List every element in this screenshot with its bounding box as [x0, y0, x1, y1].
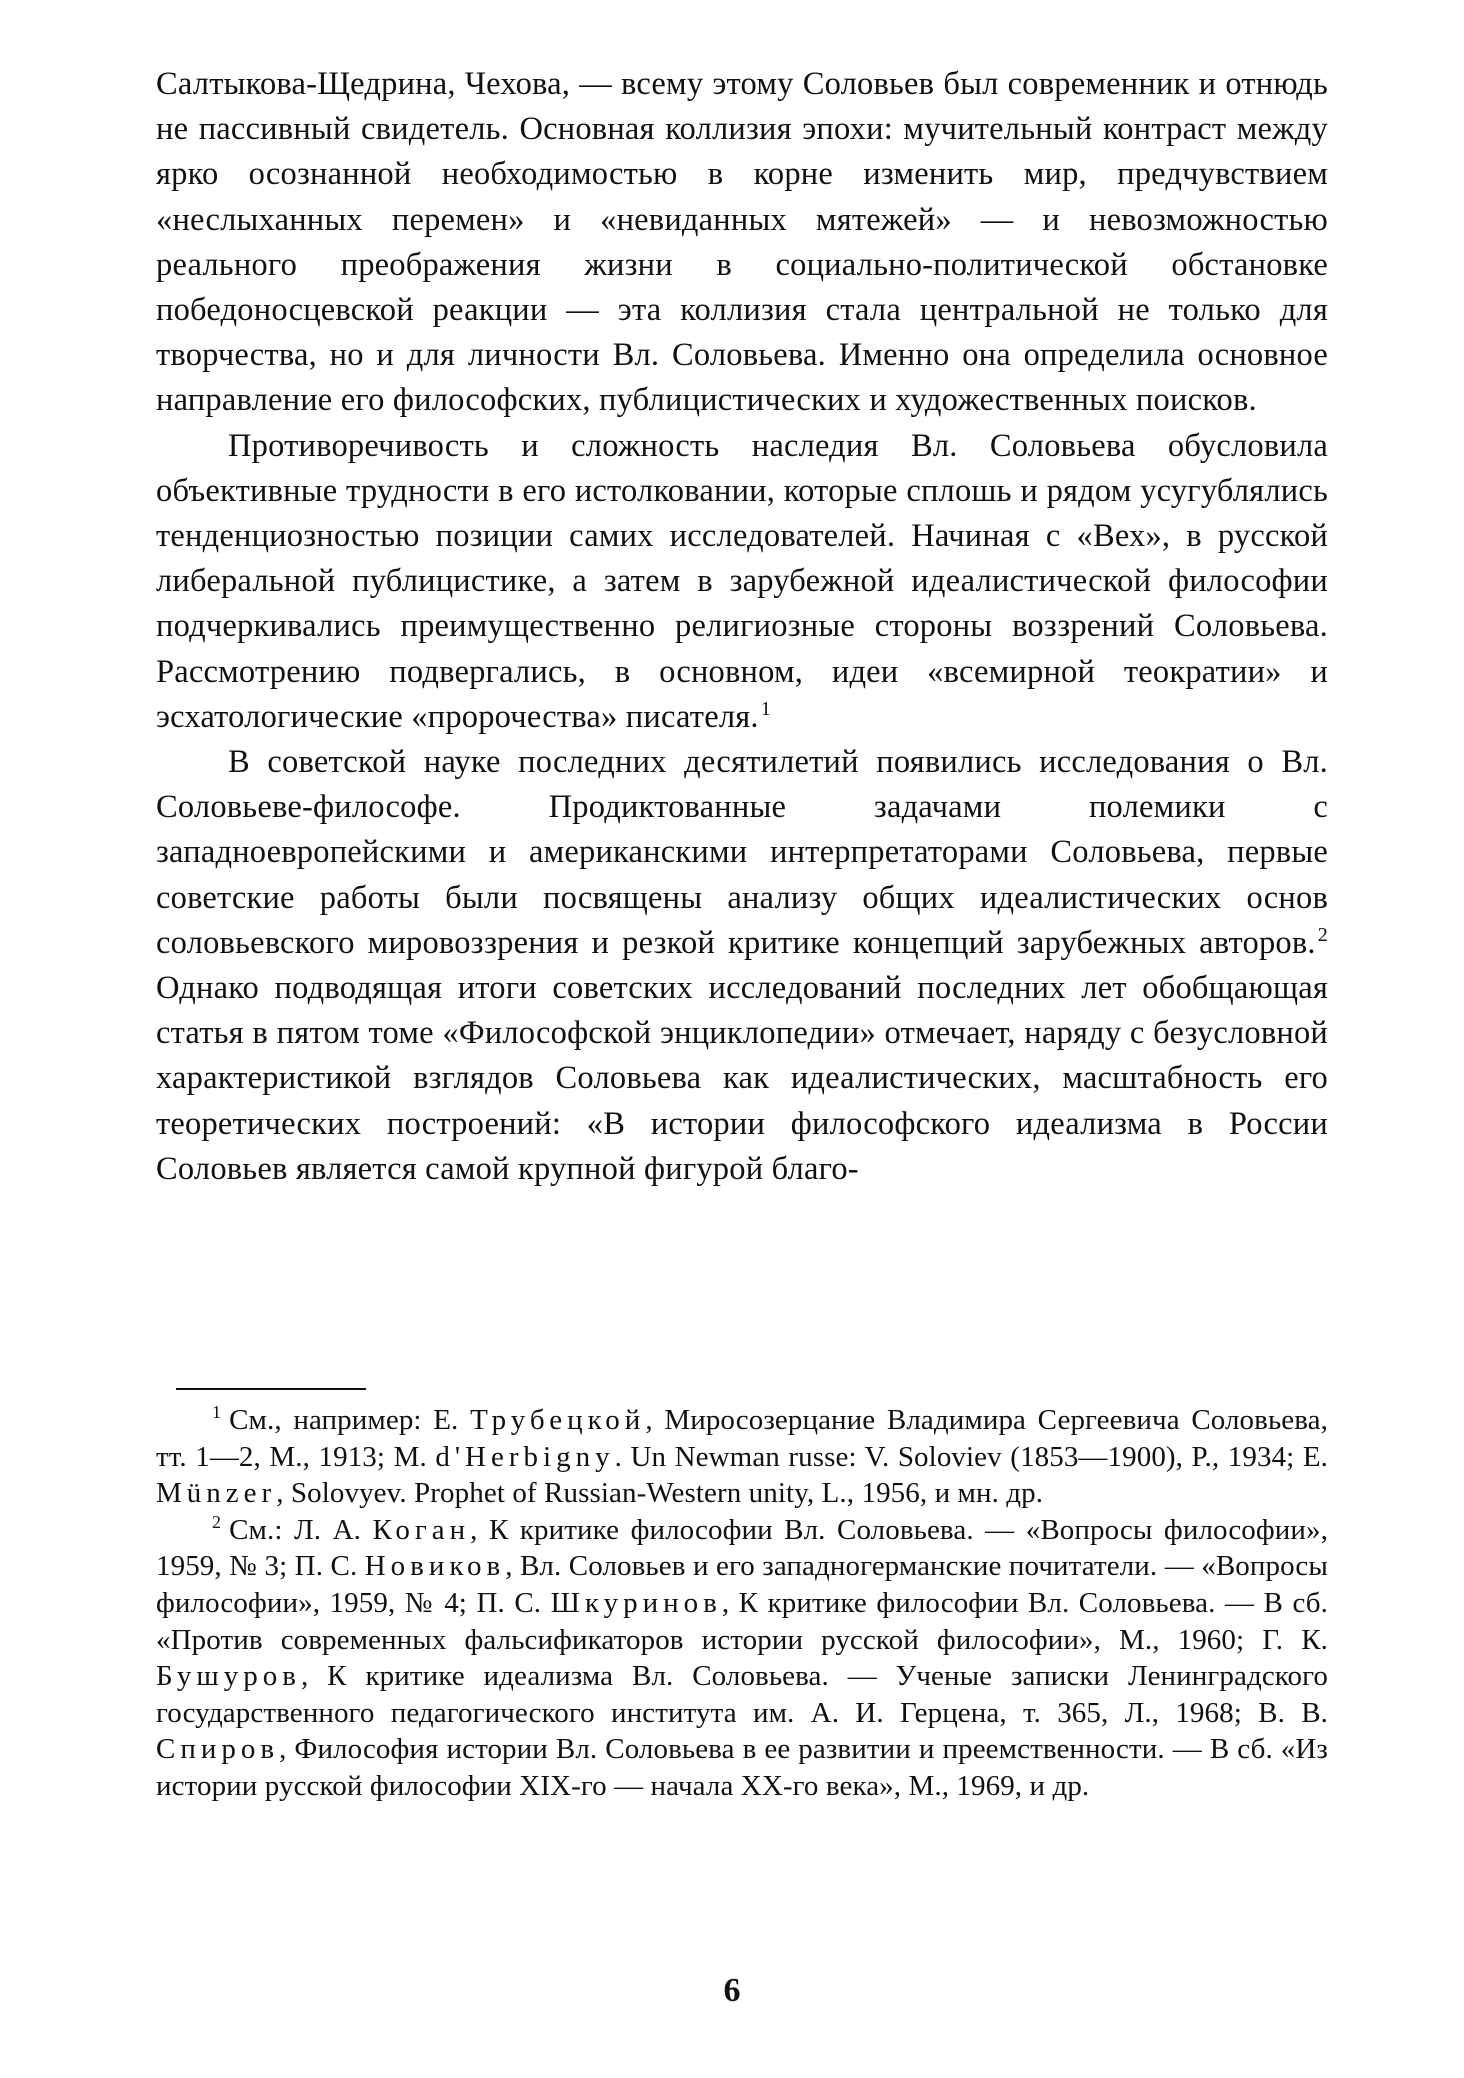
footnote-ref-1[interactable]: 1 [760, 698, 771, 721]
paragraph-3 [156, 740, 1328, 1192]
paragraph-3-text-a: В советской науке последних десятилетий появились исследования о Вл. Соловьеве-философе. Продиктованные задачами полемики с западноевропейскими и американскими интерпретаторами Соловьева, первые советские работы были посвящены анализу общих идеалистических основ соловьевского мировоззрения и резкой критике концепций зарубежных авторов. [156, 744, 1328, 961]
footnote-1-text-b: , Миросозерцание Владимира Сергеевича Соловьева, тт. 1—2, М., 1913; М. [156, 1404, 1328, 1473]
main-text [156, 62, 1328, 1192]
paragraph-2 [156, 424, 1328, 740]
footnote-2-author-1: Коган [372, 1513, 471, 1546]
footnote-2-text-e: , К критике идеализма Вл. Соловьева. — Ученые записки Ленинградского государственного педагогического института им. А. И. Герцена, т. 365, Л., 1968; В. В. [156, 1660, 1328, 1729]
footnote-2-author-2: Новиков [364, 1550, 506, 1583]
footnote-2 [156, 1512, 1328, 1805]
footnote-2-text-f: , Философия истории Вл. Соловьева в ее развитии и преемственности. — В сб. «Из истории русской философии XIX-го — начала XX-го века», М., 1969, и др. [156, 1733, 1328, 1802]
footnote-1-text-c: . Un Newman russe: V. Soloviev (1853—1900), P., 1934; E. [614, 1440, 1329, 1473]
footnote-1-author-3: Münzer [156, 1477, 277, 1510]
footnotes [156, 1402, 1328, 1805]
footnote-2-text-c: , Вл. Соловьев и его западногерманские почитатели. — «Вопросы философии», 1959, № 4; П. С. [156, 1550, 1328, 1619]
footnote-1-text-d: , Solovyev. Prophet of Russian-Western unity, L., 1956, и мн. др. [276, 1477, 1044, 1510]
footnote-2-text-d: , К критике философии Вл. Соловьева. — В сб. «Против современных фальсификаторов истории русской философии», М., 1960; Г. К. [156, 1586, 1329, 1656]
footnote-1 [156, 1402, 1328, 1512]
footnote-2-text-b: , К критике философии Вл. Соловьева. — «Вопросы философии», 1959, № 3; П. С. [156, 1513, 1328, 1583]
footnote-2-author-4: Бушуров [156, 1660, 301, 1693]
footnote-2-author-3: Шкуринов [550, 1586, 722, 1619]
footnote-1-text-a: См., например: Е. [229, 1404, 471, 1436]
paragraph-3-text-b: Однако подводящая итоги советских исследований последних лет обобщающая статья в пятом томе «Философской энциклопедии» отмечает, наряду с безусловной характеристикой взглядов Соловьева как идеалистических, масштабность его теоретических построений: «В истории философского идеализма в России Соловьев является самой крупной фигурой благо- [156, 970, 1328, 1187]
footnote-2-author-5: Спиров [156, 1733, 280, 1766]
page-number: 6 [723, 1972, 741, 2009]
footnote-ref-2[interactable]: 2 [1317, 924, 1328, 947]
footnote-1-mark: 1 [212, 1402, 222, 1423]
footnote-2-mark: 2 [212, 1512, 222, 1533]
paragraph-1-text: Салтыкова-Щедрина, Чехова, — всему этому Соловьев был современник и отнюдь не пассивный свидетель. Основная коллизия эпохи: мучительный контраст между ярко осознанной необходимостью в корне изменить мир, предчувствием «неслыханных перемен» и «невиданных мятежей» — и невозможностью реального преображения жизни в социально-политической обстановке победоносцевской реакции — эта коллизия стала центральной не только для творчества, но и для личности Вл. Соловьева. Именно она определила основное направление его философских, публицистических и художественных поисков. [156, 66, 1328, 419]
footnote-1-author-1: Трубецкой [470, 1404, 646, 1436]
footnote-2-text-a: См.: Л. А. [229, 1513, 373, 1546]
footnote-separator [176, 1388, 366, 1390]
paragraph-2-text: Противоречивость и сложность наследия Вл. Соловьева обусловила объективные трудности в его истолковании, которые сплошь и рядом усугублялись тенденциозностью позиции самих исследователей. Начиная с «Вех», в русской либеральной публицистике, а затем в зарубежной идеалистической философии подчеркивались преимущественно религиозные стороны воззрений Соловьева. Рассмотрению подвергались, в основном, идеи «всемирной теократии» и эсхатологические «пророчества» писателя. [156, 427, 1328, 735]
paragraph-1 [156, 62, 1328, 424]
footnote-1-author-2: d'Herbigny [435, 1440, 615, 1473]
